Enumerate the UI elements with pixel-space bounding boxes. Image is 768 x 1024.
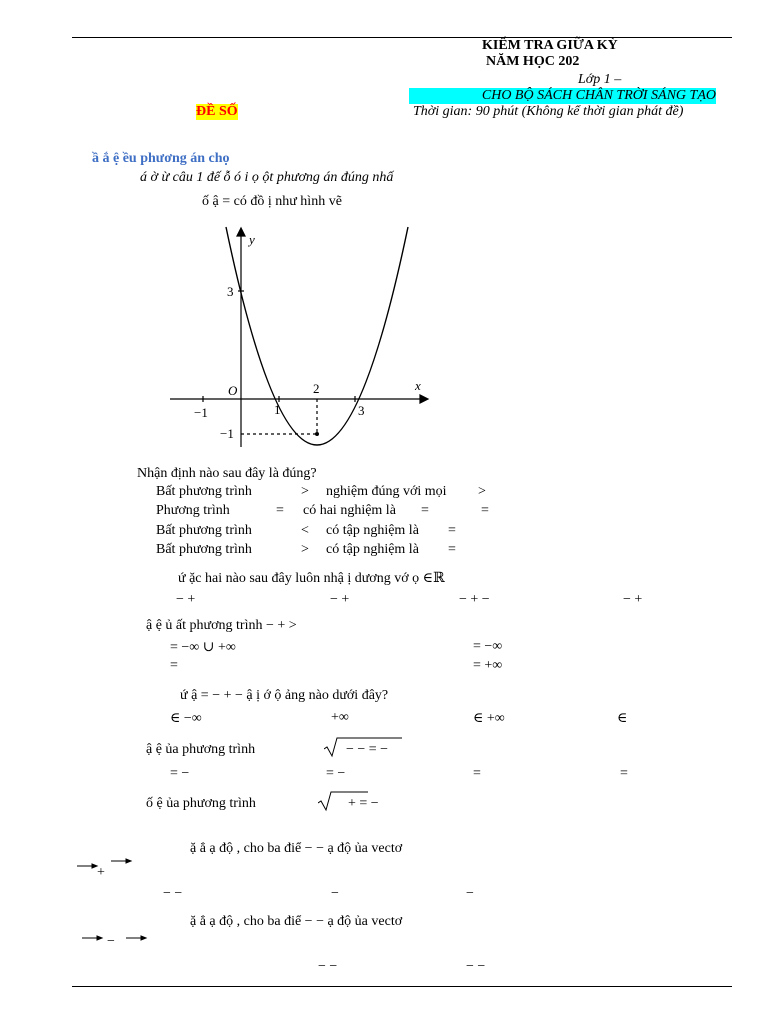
exam-duration: Thời gian: 90 phút (Không kể thời gian phát đề)	[413, 104, 684, 119]
book-series-text: CHO BỘ SÁCH CHÂN TRỜI SÁNG TẠO	[481, 88, 716, 103]
tick-label-y3: 3	[227, 284, 234, 299]
option-text: Phương trình	[156, 503, 230, 518]
top-rule	[72, 37, 732, 38]
q5-option-d: =	[620, 766, 628, 781]
q2-option-a: − +	[176, 592, 196, 607]
q8-stem: ặ ẳ ạ độ , cho ba điể − − ạ độ ủa vectơ	[190, 914, 403, 929]
option-symbol: =	[448, 542, 456, 557]
q8-vector-arrows	[80, 930, 152, 946]
option-text: có tập nghiệm là	[326, 542, 419, 557]
q4-option-d: ∈	[617, 711, 628, 726]
q8-option-b: − −	[466, 959, 486, 974]
q2-option-c: − + −	[459, 592, 490, 607]
tick-label-x3: 3	[358, 403, 365, 418]
q3-option-d: = +∞	[473, 658, 503, 673]
option-symbol: =	[276, 503, 284, 518]
option-symbol: =	[448, 523, 456, 538]
q2-option-b: − +	[330, 592, 350, 607]
q7-stem: ặ ẳ ạ độ , cho ba điể − − ạ độ ủa vectơ	[190, 841, 403, 856]
option-symbol: >	[301, 484, 309, 499]
option-symbol: >	[478, 484, 486, 499]
option-text: Bất phương trình	[156, 542, 252, 557]
q7-option-b: −	[331, 886, 339, 901]
q4-option-a: ∈ −∞	[170, 711, 202, 726]
option-symbol: =	[421, 503, 429, 518]
q3-stem: ậ ệ ủ ất phương trình − + >	[146, 618, 297, 633]
option-text: có hai nghiệm là	[303, 503, 396, 518]
parabola-graph	[170, 222, 440, 447]
x-axis-label: x	[415, 378, 421, 393]
option-symbol: >	[301, 542, 309, 557]
section-heading: ầ ắ ệ ều phương án chọ	[92, 151, 230, 166]
q2-stem: ứ ặc hai nào sau đây luôn nhậ ị dương vớ ọ ∈ℝ	[178, 571, 445, 586]
exam-title: KIỂM TRA GIỮA KỲ	[482, 38, 618, 53]
bottom-rule	[72, 986, 732, 987]
q1-option-d	[156, 542, 456, 558]
q4-stem: ứ ậ = − + − ậ ị ớ ộ ảng nào dưới đây?	[180, 688, 389, 703]
q5-option-c: =	[473, 766, 481, 781]
q1-option-c	[156, 523, 456, 539]
q4-option-c: ∈ +∞	[473, 711, 505, 726]
q3-option-b: = −∞	[473, 639, 503, 654]
q1-option-a	[156, 484, 486, 500]
q3-option-a: = −∞ ∪ +∞	[170, 640, 236, 655]
tick-label-x1: 1	[274, 402, 281, 417]
q6-tail: + = −	[348, 796, 379, 811]
y-axis-arrow	[237, 228, 245, 236]
q7-vector-arrows	[75, 858, 135, 874]
option-text: nghiệm đúng với mọi	[326, 484, 447, 499]
q7-option-a: − −	[163, 886, 183, 901]
origin-label: O	[228, 383, 238, 398]
q7-expression: +	[97, 865, 105, 880]
option-text: có tập nghiệm là	[326, 523, 419, 538]
option-symbol: <	[301, 523, 309, 538]
q8-expression: −	[107, 934, 115, 949]
tick-label-xm1: −1	[194, 405, 208, 420]
school-year: NĂM HỌC 202	[486, 54, 580, 69]
q4-option-b: +∞	[331, 710, 349, 725]
q2-option-d: − +	[623, 592, 643, 607]
q1-prompt: Nhận định nào sau đây là đúng?	[137, 466, 317, 481]
grade-label: Lớp 1 –	[578, 72, 622, 87]
section-instruction: á ờ ừ câu 1 đế ỗ ó i ọ ột phương án đúng nhấ	[140, 170, 394, 185]
tick-label-x2: 2	[313, 381, 320, 396]
q5-option-b: = −	[326, 766, 346, 781]
option-text: Bất phương trình	[156, 523, 252, 538]
book-series	[409, 88, 716, 104]
vertex-point	[315, 432, 319, 436]
q8-option-a: − −	[318, 959, 338, 974]
option-text: Bất phương trình	[156, 484, 252, 499]
q1-stem: ố ậ = có đồ ị như hình vẽ	[202, 194, 342, 209]
option-symbol: =	[481, 503, 489, 518]
tick-label-ym1: −1	[220, 426, 234, 441]
x-axis-arrow	[420, 395, 428, 403]
q1-option-b	[156, 503, 489, 519]
q5-option-a: = −	[170, 766, 190, 781]
exam-number: ĐỀ SỐ	[196, 104, 238, 119]
q3-option-c: =	[170, 658, 178, 673]
y-axis-label: y	[249, 232, 255, 247]
q6-stem: ố ệ ủa phương trình	[146, 796, 256, 811]
q5-tail: − − = −	[346, 742, 389, 757]
q5-stem: ậ ệ ủa phương trình	[146, 742, 256, 757]
q7-option-c: −	[466, 886, 474, 901]
